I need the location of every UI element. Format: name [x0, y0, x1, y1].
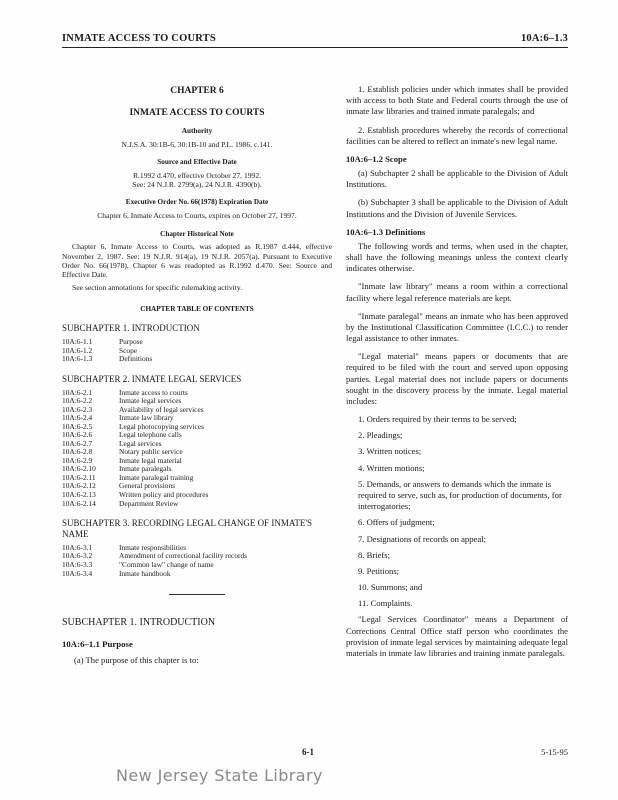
executive-order-text: Chapter 6, Inmate Access to Courts, expires on October 27, 1997.	[97, 211, 297, 221]
purpose-item-2: 2. Establish procedures whereby the records of correctional facilities can be altered to reflect an inmate's new legal name.	[346, 124, 568, 146]
header-title: INMATE ACCESS TO COURTS	[62, 33, 216, 44]
list-item: 3. Written notices;	[358, 446, 422, 457]
list-item: 2. Pleadings;	[358, 430, 403, 441]
toc-section-title: Legal services	[119, 438, 162, 448]
definitions-heading: 10A:6–1.3 Definitions	[346, 226, 426, 237]
list-item: 7. Designations of records on appeal;	[358, 533, 486, 544]
definition-inmate-law-library: "Inmate law library" means a room within a correctional facility where legal reference materials are kept.	[346, 281, 568, 303]
purpose-item-1: 1. Establish policies under which inmates shall be provided with access to both State and Federal courts through the use of inmate law libraries and trained inmate paralegals; and	[346, 84, 568, 117]
list-item: 9. Petitions;	[358, 565, 400, 576]
toc-section-number: 10A:6-1.1	[62, 337, 93, 347]
toc-section-number: 10A:6-2.14	[62, 498, 96, 508]
toc-section-title: Inmate legal material	[119, 455, 182, 465]
toc-section-number: 10A:6-3.4	[62, 568, 93, 578]
toc-section-number: 10A:6-2.1	[62, 387, 93, 397]
right-column	[346, 84, 568, 666]
list-item: 10. Summons; and	[358, 582, 423, 593]
toc-row	[62, 347, 332, 356]
toc-section-number: 10A:6-2.4	[62, 413, 93, 423]
toc-section-title: Notary public service	[119, 447, 183, 457]
scope-paragraph-a: (a) Subchapter 2 shall be applicable to the Division of Adult Institutions.	[346, 168, 568, 190]
toc-section-title: Purpose	[119, 337, 143, 347]
toc-section-number: 10A:6-2.5	[62, 421, 93, 431]
toc-subchapter-1-title: SUBCHAPTER 1. INTRODUCTION	[62, 323, 200, 334]
toc-section-number: 10A:6-3.2	[62, 551, 93, 561]
source-line-1: R.1992 d.470, effective October 27, 1992.	[132, 170, 262, 180]
purpose-section	[62, 639, 332, 666]
purpose-paragraph-a: (a) The purpose of this chapter is to:	[74, 654, 199, 665]
toc-row	[62, 355, 332, 364]
toc-section-number: 10A:6-2.8	[62, 447, 93, 457]
scope-heading: 10A:6–1.2 Scope	[346, 153, 407, 164]
list-item: 6. Offers of judgment;	[358, 517, 435, 528]
toc-section-number: 10A:6-2.2	[62, 396, 93, 406]
definition-legal-material: "Legal material" means papers or documents that are required to be filed with the court and served upon opposing parties. Legal material does not include papers or documents sought in the discovery process by the inmate. Legal material includes:	[346, 351, 568, 406]
toc-section-title: Amendment of correctional facility records	[119, 551, 248, 561]
toc-section-number: 10A:6-2.7	[62, 438, 93, 448]
toc-row	[62, 389, 332, 398]
source-label: Source and Effective Date	[157, 158, 237, 167]
toc-section-number: 10A:6-2.9	[62, 455, 93, 465]
list-item: 11. Complaints.	[358, 598, 413, 609]
toc-section-number: 10A:6-3.3	[62, 559, 93, 569]
toc-section-number: 10A:6-2.11	[62, 472, 96, 482]
toc-section-title: Inmate law library	[119, 413, 174, 423]
toc-subchapter-3-title: SUBCHAPTER 3. RECORDING LEGAL CHANGE OF INMATE'S NAME	[62, 518, 313, 539]
toc-subchapter-1	[62, 338, 332, 364]
toc-section-title: Legal photocopying services	[119, 421, 204, 431]
toc-section-title: Availability of legal services	[119, 404, 204, 414]
section-divider	[169, 594, 225, 595]
toc-section-title: Inmate responsibilities	[119, 542, 187, 552]
list-item: 5. Demands, or answers to demands which the inmate is required to serve, such as, for production of documents, for interrogatories;	[358, 478, 562, 512]
executive-order-label: Executive Order No. 66(1978) Expiration Date	[125, 198, 269, 207]
toc-row	[62, 457, 332, 466]
left-column	[62, 86, 332, 673]
chapter-number: CHAPTER 6	[170, 86, 224, 96]
toc-subchapter-2-title: SUBCHAPTER 2. INMATE LEGAL SERVICES	[62, 373, 242, 384]
toc-section-title: Written policy and procedures	[119, 489, 209, 499]
toc-section-title: "Common law" change of name	[119, 559, 214, 569]
header-rule	[62, 47, 568, 48]
toc-subchapter-2	[62, 389, 332, 508]
toc-row	[62, 465, 332, 474]
toc-section-title: Inmate paralegal training	[119, 472, 194, 482]
toc-section-title: Scope	[119, 345, 138, 355]
body-subchapter-title: SUBCHAPTER 1. INTRODUCTION	[62, 617, 216, 629]
toc-label: CHAPTER TABLE OF CONTENTS	[140, 304, 254, 313]
toc-subchapter-3	[62, 544, 332, 578]
toc-section-title: Inmate legal services	[119, 396, 182, 406]
toc-section-number: 10A:6-2.3	[62, 404, 93, 414]
toc-row	[62, 474, 332, 483]
purpose-heading: 10A:6–1.1 Purpose	[62, 639, 133, 650]
toc-section-title: Inmate paralegals	[119, 464, 172, 474]
toc-section-title: Department Review	[119, 498, 179, 508]
legal-material-list	[346, 414, 568, 609]
scope-paragraph-b: (b) Subchapter 3 shall be applicable to the Division of Adult Institutions and the Division of Juvenile Services.	[346, 197, 568, 219]
authority-text: N.J.S.A. 30:1B-6, 30:1B-10 and P.L. 1986, c.141.	[121, 139, 273, 149]
toc-section-title: Inmate access to courts	[119, 387, 188, 397]
toc-section-number: 10A:6-2.12	[62, 481, 96, 491]
toc-row	[62, 500, 332, 509]
toc-row	[62, 491, 332, 500]
chapter-title: INMATE ACCESS TO COURTS	[129, 107, 265, 118]
toc-row	[62, 406, 332, 415]
toc-section-number: 10A:6-1.2	[62, 345, 93, 355]
toc-row	[62, 561, 332, 570]
definitions-intro: The following words and terms, when used in the chapter, shall have the following meanings unless the context clearly indicates otherwise.	[346, 240, 568, 274]
toc-section-title: Legal telephone calls	[119, 430, 182, 440]
list-item: 8. Briefs;	[358, 549, 390, 560]
source-line-2: See: 24 N.J.R. 2799(a), 24 N.J.R. 4390(b).	[132, 180, 262, 190]
historical-note-label: Chapter Historical Note	[160, 229, 234, 238]
list-item: 1. Orders required by their terms to be served;	[358, 414, 517, 425]
definition-legal-services-coordinator: "Legal Services Coordinator" means a Department of Corrections Central Office staff person who coordinates the provision of inmate legal services by maintaining adequate legal materials in inmate law libraries and training inmate paralegals.	[346, 614, 568, 658]
authority-label: Authority	[181, 127, 213, 136]
toc-section-number: 10A:6-2.6	[62, 430, 93, 440]
toc-row	[62, 570, 332, 579]
page-number: 6-1	[302, 747, 314, 757]
toc-section-title: Definitions	[119, 354, 153, 364]
running-header	[62, 33, 568, 44]
toc-section-number: 10A:6-2.10	[62, 464, 96, 474]
historical-note-text: Chapter 6, Inmate Access to Courts, was adopted as R.1987 d.444, effective November 2, 1987. See: 19 N.J.R. 914(a), 19 N.J.R. 2057(a). Pursuant to Executive Order No. 66(1978), Chapter 6 was readopted as R.1992 d.470. See: Source and Effective Date.	[62, 242, 332, 280]
revision-date: 5-15-95	[541, 747, 568, 757]
library-watermark: New Jersey State Library	[116, 766, 323, 785]
definition-inmate-paralegal: "Inmate paralegal" means an inmate who has been approved by the Institutional Classification Committee (I.C.C.) to render legal assistance to other inmates.	[346, 310, 568, 344]
toc-row	[62, 440, 332, 449]
toc-row	[62, 423, 332, 432]
toc-section-number: 10A:6-1.3	[62, 354, 93, 364]
annotation-note: See section annotations for specific rulemaking activity.	[72, 283, 243, 293]
toc-section-title: Inmate handbook	[119, 568, 171, 578]
list-item: 4. Written motions;	[358, 462, 425, 473]
header-section-number: 10A:6–1.3	[520, 33, 568, 44]
toc-section-title: General provisions	[119, 481, 176, 491]
toc-section-number: 10A:6-2.13	[62, 489, 96, 499]
toc-row	[62, 338, 332, 347]
toc-row	[62, 431, 332, 440]
toc-section-number: 10A:6-3.1	[62, 542, 93, 552]
toc-row	[62, 448, 332, 457]
